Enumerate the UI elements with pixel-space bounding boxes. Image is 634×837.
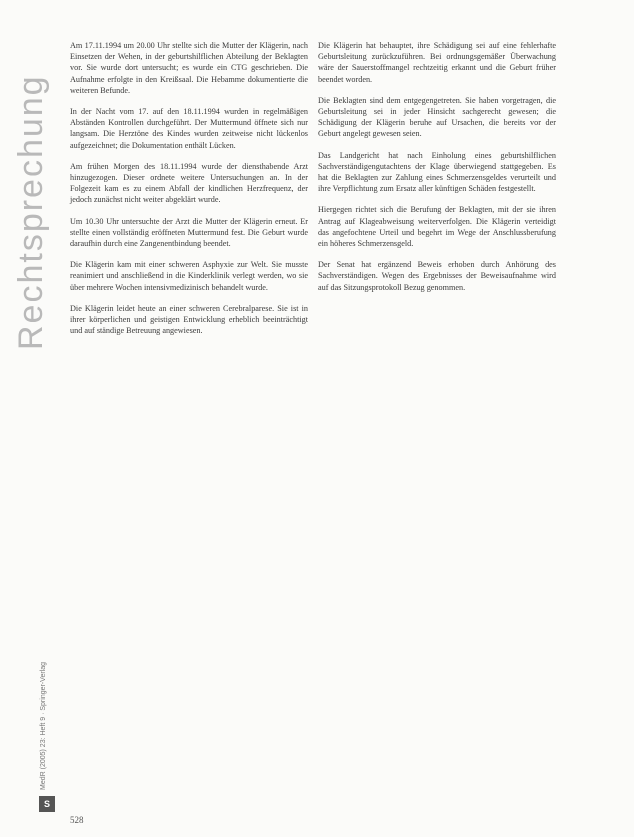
paragraph: Die Klägerin hat behauptet, ihre Schädigung sei auf eine fehlerhafte Geburtsleitung zurückzuführen. Bei ordnungsgemäßer Überwachung wäre der Sauerstoffmangel rechtzeitig erkannt und die Geburt früher beendet worden.: [318, 41, 556, 84]
journal-section-title-text: Rechtsprechung: [12, 74, 50, 350]
paragraph: Hiergegen richtet sich die Berufung der Beklagten, mit der sie ihren Antrag auf Klageabweisung weiterverfolgen. Die Klägerin verteidigt das angefochtene Urteil und begehrt im Wege der Anschlussberufung ein höheres Schmerzensgeld.: [318, 205, 556, 249]
paragraph: Das Landgericht hat nach Einholung eines geburtshilflichen Sachverständigengutachtens der Klage überwiegend stattgegeben. Es hat die Beklagten zur Zahlung eines Schmerzensgeldes verurteilt und ihre Verpflichtung zum Ersatz aller künftigen Schäden festgestellt.: [318, 150, 556, 194]
paragraph: Am 17.11.1994 um 20.00 Uhr stellte sich die Mutter der Klägerin, nach Einsetzen der Wehen, in der geburtshilflichen Abteilung der Beklagten vor. Sie wurde dort untersucht; es wurde ein CTG geschrieben. Die Aufnahme erfolgte in den Kreißsaal. Die Hebamme dokumentierte die weiteren Befunde.: [70, 41, 308, 95]
left-column: [70, 40, 308, 346]
paragraph: Die Klägerin leidet heute an einer schweren Cerebralparese. Sie ist in ihrer körperlichen und geistigen Entwicklung erheblich beeinträchtigt und auf ständige Betreuung angewiesen.: [70, 303, 308, 336]
paragraph: Die Klägerin kam mit einer schweren Asphyxie zur Welt. Sie musste reanimiert und anschließend in die Kinderklinik verlegt werden, wo sie über mehrere Wochen intensivmedizinisch behandelt wurde.: [70, 260, 308, 292]
right-column: [318, 40, 556, 303]
paragraph: Der Senat hat ergänzend Beweis erhoben durch Anhörung des Sachverständigen. Wegen des Ergebnisses der Beweisaufnahme wird auf das Sitzungsprotokoll Bezug genommen.: [318, 260, 556, 292]
journal-footer-text: MedR (2005) 23: Heft 9 · Springer-Verlag: [40, 661, 47, 790]
publisher-logo-icon: S: [39, 796, 55, 812]
page-number: 528: [70, 815, 84, 825]
paragraph: Die Beklagten sind dem entgegengetreten. Sie haben vorgetragen, die Geburtsleitung sei in jeder Hinsicht sachgerecht gewesen; die Schädigung der Klägerin beruhe auf Ursachen, die bereits vor der Geburt angelegt gewesen seien.: [318, 95, 556, 139]
paragraph: Um 10.30 Uhr untersuchte der Arzt die Mutter der Klägerin erneut. Er stellte einen vollständig eröffneten Muttermund fest. Die Geburt wurde daraufhin durch eine Zangenentbindung beendet.: [70, 216, 308, 249]
paragraph: In der Nacht vom 17. auf den 18.11.1994 wurden in regelmäßigen Abständen Kontrollen durchgeführt. Der Muttermund öffnete sich nur langsam. Die Herztöne des Kindes wurden zeitweise nicht lückenlos aufgezeichnet; die Dokumentation enthält Lücken.: [70, 107, 308, 150]
journal-section-title: [12, 20, 52, 350]
journal-footer: [40, 540, 54, 790]
paragraph: Am frühen Morgen des 18.11.1994 wurde der diensthabende Arzt hinzugezogen. Dieser ordnete weitere Untersuchungen an. In der Folgezeit kam es zu einem Abfall der kindlichen Herzfrequenz, der jedoch zunächst nicht weiter abgeklärt wurde.: [70, 161, 308, 205]
